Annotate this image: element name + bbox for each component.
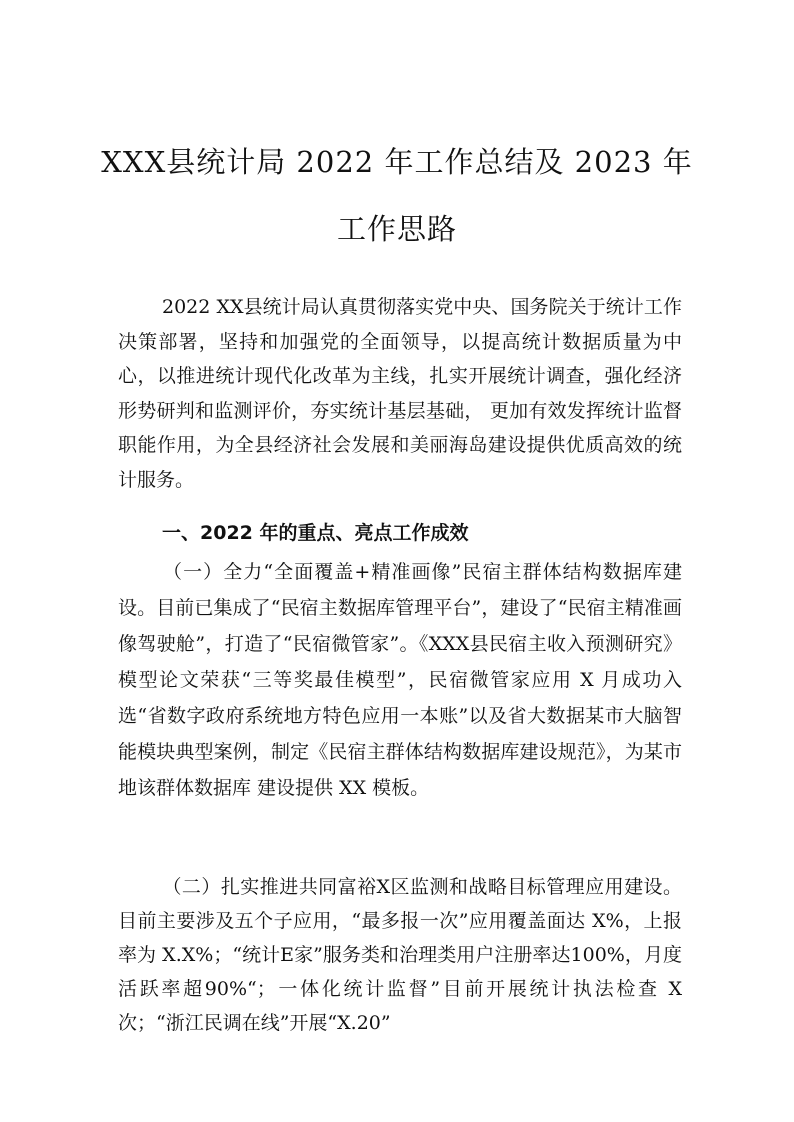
section-item-2 [118,870,682,1040]
document-title-line-2: 工作思路 [336,212,457,246]
document-title-line-1: XXX县统计局 2022 年工作总结及 2023 年 [101,145,693,179]
intro-paragraph [118,290,682,497]
section-heading: 一、2022 年的重点、亮点工作成效 [162,522,469,544]
section-item-1 [118,554,682,806]
intro-text: 2022 XX县统计局认真贯彻落实党中央、国务院关于统计工作决策部署，坚持和加强党的全面领导，以提高统计数据质量为中心，以推进统计现代化改革为主线，扎实开展统计调查，强化经济形势研判和监测评价，夯实统计基层基础， 更加有效发挥统计监督职能作用，为全县经济社会发展和美丽海岛建设提供优质高效的统计服务。 [118,296,682,491]
section-item-2-text: （二）扎实推进共同富裕X区监测和战略目标管理应用建设。目前主要涉及五个子应用，“最多报一次”应用覆盖面达 X%，上报率为 X.X%；“统计E家”服务类和治理类用户注册率达100%，月度活跃率超90%“；一体化统计监督”目前开展统计执法检查 X 次；“浙江民调在线”开展“X.20” [118,876,682,1034]
section-item-1-text: （一）全力“全面覆盖+精准画像”民宿主群体结构数据库建设。目前已集成了“民宿主数据库管理平台”，建设了“民宿主精准画像驾驶舱”，打造了“民宿微管家”。《XXX县民宿主收入预测研究》模型论文荣获“三等奖最佳模型”，民宿微管家应用 X 月成功入选“省数字政府系统地方特色应用一本账”以及省大数据某市大脑智能模块典型案例，制定《民宿主群体结构数据库建设规范》，为某市地该群体数据库 建设提供 XX 模板。 [118,561,682,799]
